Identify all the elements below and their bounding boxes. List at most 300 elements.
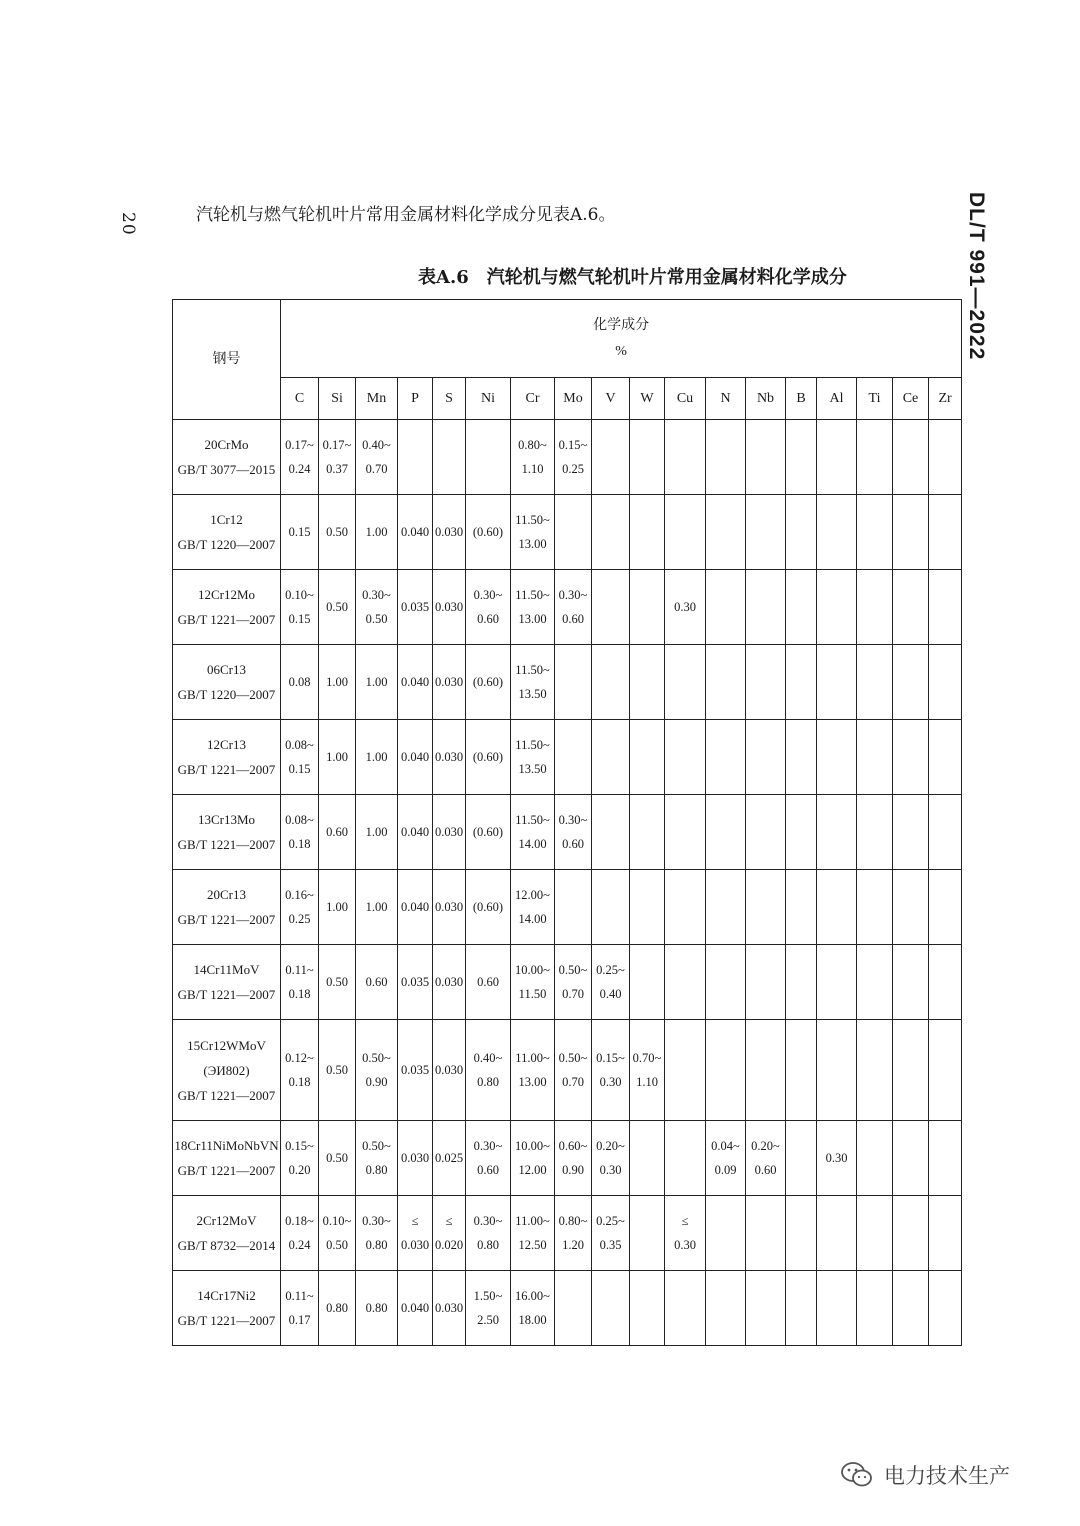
composition-cell: [706, 945, 746, 1020]
composition-value: 0.17: [288, 1313, 311, 1327]
composition-cell: [319, 570, 356, 645]
composition-cell: [592, 945, 630, 1020]
steel-grade-cell: [173, 1196, 281, 1271]
composition-value: 11.50: [518, 987, 547, 1001]
composition-cell: [511, 420, 555, 495]
composition-cell: [746, 1121, 786, 1196]
composition-cell: [929, 495, 962, 570]
composition-value: 0.18: [288, 837, 311, 851]
composition-cell: [319, 1020, 356, 1121]
composition-cell: [630, 945, 665, 1020]
composition-value: 0.60: [477, 1163, 499, 1177]
table-body: [173, 420, 962, 1346]
composition-cell: [630, 1196, 665, 1271]
steel-grade-line: GB/T 1221—2007: [177, 837, 276, 852]
composition-cell: [630, 1020, 665, 1121]
composition-value: 0.25: [562, 462, 584, 476]
composition-value: 18.00: [518, 1313, 547, 1327]
composition-value: 0.12~: [285, 1051, 314, 1065]
composition-value: 0.20~: [751, 1139, 780, 1153]
composition-cell: [356, 570, 398, 645]
composition-cell: [433, 945, 466, 1020]
composition-value: 0.15: [288, 612, 311, 626]
composition-value: 0.15: [288, 762, 311, 776]
element-header-row: [173, 378, 962, 420]
composition-value: 0.60: [562, 612, 584, 626]
composition-cell: [433, 495, 466, 570]
composition-cell: [281, 645, 319, 720]
composition-cell: [817, 870, 857, 945]
composition-value: 0.80: [477, 1238, 499, 1252]
composition-cell: [893, 420, 929, 495]
composition-value: 0.08~: [285, 813, 314, 827]
table-row: [173, 495, 962, 570]
composition-cell: [356, 420, 398, 495]
composition-cell: [746, 570, 786, 645]
composition-value: ≤: [445, 1214, 453, 1228]
composition-value: 13.00: [518, 537, 547, 551]
table-row: [173, 420, 962, 495]
composition-cell: [319, 420, 356, 495]
composition-table: [172, 299, 962, 1346]
composition-cell: [592, 720, 630, 795]
element-header: W: [630, 378, 665, 420]
composition-value: 1.10: [521, 462, 544, 476]
composition-cell: [817, 795, 857, 870]
page-number: 20: [118, 212, 138, 236]
composition-cell: [665, 795, 706, 870]
composition-cell: [929, 870, 962, 945]
composition-value: 0.25~: [596, 963, 625, 977]
composition-cell: [281, 1196, 319, 1271]
composition-value: 0.030: [400, 1238, 430, 1252]
composition-cell: [665, 1271, 706, 1346]
composition-cell: [665, 870, 706, 945]
composition-cell: [433, 1196, 466, 1271]
composition-cell: [511, 1271, 555, 1346]
composition-cell: [893, 795, 929, 870]
composition-cell: [817, 1020, 857, 1121]
element-header: Al: [817, 378, 857, 420]
composition-value: ≤: [681, 1214, 689, 1228]
composition-cell: [893, 720, 929, 795]
composition-value: 13.00: [518, 1075, 547, 1089]
composition-value: 12.00~: [515, 888, 550, 902]
composition-value: 0.09: [714, 1163, 737, 1177]
composition-value: 0.24: [288, 462, 311, 476]
composition-cell: [857, 645, 893, 720]
composition-cell: [433, 720, 466, 795]
composition-cell: [356, 795, 398, 870]
composition-cell: [929, 1020, 962, 1121]
composition-cell: [592, 1271, 630, 1346]
composition-cell: [786, 1271, 817, 1346]
composition-cell: [319, 720, 356, 795]
steel-grade-line: GB/T 1221—2007: [177, 1313, 276, 1328]
steel-grade-line: 14Cr11MoV: [193, 962, 260, 977]
document-code: DL/T 991—2022: [965, 192, 988, 361]
composition-cell: [746, 795, 786, 870]
composition-value: 0.50~: [362, 1139, 391, 1153]
composition-cell: [433, 645, 466, 720]
composition-cell: [857, 945, 893, 1020]
composition-value: 1.00: [365, 825, 388, 839]
composition-cell: [786, 1020, 817, 1121]
composition-cell: [706, 795, 746, 870]
composition-cell: [555, 1121, 592, 1196]
composition-cell: [592, 570, 630, 645]
composition-value: 0.60: [754, 1163, 777, 1177]
composition-cell: [665, 1196, 706, 1271]
composition-cell: [555, 495, 592, 570]
composition-cell: [786, 945, 817, 1020]
composition-cell: [466, 945, 511, 1020]
composition-cell: [893, 870, 929, 945]
composition-value: 0.30: [674, 600, 696, 614]
composition-cell: [398, 420, 433, 495]
composition-cell: [746, 495, 786, 570]
composition-cell: [786, 1196, 817, 1271]
composition-value: 0.30~: [558, 588, 588, 602]
composition-cell: [433, 1271, 466, 1346]
composition-cell: [817, 945, 857, 1020]
composition-value: 0.10~: [285, 588, 314, 602]
composition-value: 11.50~: [515, 663, 550, 677]
composition-cell: [356, 645, 398, 720]
watermark: [840, 1460, 1010, 1490]
element-header: Nb: [746, 378, 786, 420]
composition-value: 2.50: [477, 1313, 499, 1327]
composition-value: 0.90: [365, 1075, 388, 1089]
composition-value: 0.11~: [285, 963, 314, 977]
composition-value: (0.60): [472, 675, 504, 689]
composition-cell: [706, 1271, 746, 1346]
composition-value: 0.30~: [473, 588, 503, 602]
composition-cell: [511, 1020, 555, 1121]
table-row: [173, 645, 962, 720]
element-header: Ti: [857, 378, 893, 420]
composition-cell: [630, 1121, 665, 1196]
composition-value: 0.040: [400, 900, 430, 914]
chemical-composition-header: [281, 300, 962, 378]
composition-cell: [592, 870, 630, 945]
composition-cell: [893, 1121, 929, 1196]
composition-cell: [817, 1196, 857, 1271]
composition-value: 0.30: [599, 1075, 622, 1089]
watermark-text: 电力技术生产: [884, 1464, 1010, 1488]
composition-cell: [630, 495, 665, 570]
composition-cell: [857, 1121, 893, 1196]
table-row: [173, 795, 962, 870]
composition-cell: [356, 870, 398, 945]
composition-cell: [706, 720, 746, 795]
composition-cell: [857, 420, 893, 495]
composition-cell: [466, 1121, 511, 1196]
composition-cell: [786, 1121, 817, 1196]
composition-cell: [746, 645, 786, 720]
composition-cell: [706, 1020, 746, 1121]
composition-value: 0.35: [599, 1238, 622, 1252]
composition-value: 1.00: [365, 900, 388, 914]
composition-cell: [706, 870, 746, 945]
composition-value: 0.50: [326, 1238, 348, 1252]
composition-value: 0.50: [365, 612, 388, 626]
composition-cell: [817, 420, 857, 495]
composition-value: 11.50~: [515, 513, 550, 527]
composition-value: 0.30: [599, 1163, 622, 1177]
composition-value: 0.030: [434, 1063, 464, 1077]
composition-cell: [398, 570, 433, 645]
composition-value: 0.15~: [596, 1051, 625, 1065]
composition-value: (0.60): [472, 900, 504, 914]
composition-cell: [592, 1020, 630, 1121]
composition-value: 0.60: [365, 975, 388, 989]
composition-cell: [665, 720, 706, 795]
composition-cell: [356, 720, 398, 795]
composition-cell: [893, 1020, 929, 1121]
composition-value: 1.50~: [473, 1289, 503, 1303]
composition-value: 0.15~: [558, 438, 588, 452]
composition-cell: [746, 1020, 786, 1121]
composition-cell: [929, 795, 962, 870]
steel-grade-line: 06Cr13: [207, 662, 246, 677]
composition-value: 0.035: [400, 600, 430, 614]
composition-cell: [746, 1271, 786, 1346]
composition-cell: [786, 570, 817, 645]
element-header: Mn: [356, 378, 398, 420]
composition-value: 12.50: [518, 1238, 547, 1252]
composition-cell: [786, 870, 817, 945]
composition-cell: [630, 570, 665, 645]
composition-value: 0.70~: [632, 1051, 662, 1065]
composition-value: 0.030: [434, 525, 464, 539]
composition-cell: [398, 1271, 433, 1346]
steel-grade-cell: [173, 945, 281, 1020]
composition-cell: [630, 645, 665, 720]
composition-cell: [786, 645, 817, 720]
composition-cell: [398, 495, 433, 570]
composition-cell: [929, 720, 962, 795]
composition-value: 0.70: [562, 1075, 584, 1089]
composition-cell: [511, 570, 555, 645]
composition-value: 10.00~: [515, 963, 550, 977]
composition-value: 0.50: [326, 1151, 348, 1165]
table-row: [173, 1020, 962, 1121]
group-header-label: 化学成分: [593, 317, 650, 333]
composition-cell: [555, 645, 592, 720]
composition-cell: [665, 570, 706, 645]
composition-value: 0.30: [825, 1151, 848, 1165]
composition-value: 0.025: [434, 1151, 464, 1165]
steel-grade-line: 13Cr13Mo: [197, 812, 256, 827]
element-header: Cr: [511, 378, 555, 420]
composition-cell: [398, 720, 433, 795]
element-header: Si: [319, 378, 356, 420]
steel-grade-line: 15Cr12WMoV: [187, 1037, 266, 1053]
steel-grade-line: (ЭИ802): [203, 1062, 250, 1078]
composition-value: (0.60): [472, 525, 504, 539]
composition-value: ≤: [411, 1214, 419, 1228]
steel-grade-cell: [173, 570, 281, 645]
steel-grade-cell: [173, 1271, 281, 1346]
composition-value: 0.08: [288, 675, 311, 689]
composition-value: 0.25: [288, 912, 311, 926]
composition-cell: [511, 1121, 555, 1196]
composition-cell: [929, 1121, 962, 1196]
composition-value: 0.030: [434, 975, 464, 989]
composition-value: 0.030: [434, 750, 464, 764]
element-header: P: [398, 378, 433, 420]
composition-cell: [665, 645, 706, 720]
composition-value: 0.040: [400, 675, 430, 689]
steel-grade-header: 钢号: [173, 300, 281, 420]
composition-value: 0.90: [562, 1163, 584, 1177]
composition-value: 0.030: [400, 1151, 430, 1165]
composition-cell: [857, 1020, 893, 1121]
composition-cell: [592, 1121, 630, 1196]
composition-cell: [786, 420, 817, 495]
element-header: C: [281, 378, 319, 420]
steel-grade-line: GB/T 1221—2007: [177, 987, 276, 1002]
element-header: Cu: [665, 378, 706, 420]
composition-value: 1.00: [326, 675, 348, 689]
composition-cell: [319, 495, 356, 570]
composition-value: 1.00: [365, 525, 388, 539]
composition-cell: [555, 1020, 592, 1121]
steel-grade-line: GB/T 1220—2007: [177, 537, 276, 552]
composition-cell: [555, 1196, 592, 1271]
composition-cell: [665, 1121, 706, 1196]
composition-cell: [893, 1271, 929, 1346]
table-row: [173, 870, 962, 945]
composition-cell: [398, 645, 433, 720]
composition-cell: [319, 1271, 356, 1346]
composition-value: 0.18~: [285, 1214, 314, 1228]
composition-value: 0.60~: [558, 1139, 588, 1153]
composition-value: 0.80~: [558, 1214, 588, 1228]
composition-value: 0.80~: [518, 438, 547, 452]
composition-value: 0.60: [477, 975, 499, 989]
composition-value: 0.040: [400, 525, 430, 539]
composition-cell: [356, 945, 398, 1020]
composition-value: 0.37: [326, 462, 348, 476]
composition-cell: [817, 1121, 857, 1196]
composition-cell: [746, 420, 786, 495]
composition-value: 0.50: [326, 600, 348, 614]
steel-grade-cell: [173, 495, 281, 570]
composition-value: 0.30~: [362, 588, 391, 602]
table-row: [173, 1271, 962, 1346]
composition-value: 0.17~: [322, 438, 352, 452]
composition-cell: [746, 945, 786, 1020]
element-header: Ni: [466, 378, 511, 420]
composition-cell: [319, 945, 356, 1020]
composition-cell: [555, 870, 592, 945]
composition-value: 13.50: [518, 687, 547, 701]
composition-cell: [319, 870, 356, 945]
composition-cell: [511, 870, 555, 945]
composition-value: 16.00~: [515, 1289, 550, 1303]
composition-cell: [398, 1020, 433, 1121]
composition-cell: [817, 570, 857, 645]
composition-value: 0.035: [400, 975, 430, 989]
composition-cell: [281, 1271, 319, 1346]
composition-value: 0.50~: [558, 1051, 588, 1065]
composition-value: 0.20~: [596, 1139, 625, 1153]
composition-value: 0.60: [562, 837, 584, 851]
composition-cell: [555, 1271, 592, 1346]
composition-cell: [466, 1020, 511, 1121]
composition-value: 0.040: [400, 825, 430, 839]
composition-value: 0.15~: [285, 1139, 314, 1153]
composition-cell: [786, 720, 817, 795]
composition-value: 12.00: [518, 1163, 547, 1177]
composition-value: 1.10: [636, 1075, 658, 1089]
composition-cell: [433, 570, 466, 645]
composition-cell: [857, 495, 893, 570]
composition-cell: [592, 1196, 630, 1271]
composition-value: 0.04~: [711, 1139, 740, 1153]
steel-grade-line: GB/T 1221—2007: [177, 762, 276, 777]
composition-cell: [398, 795, 433, 870]
composition-cell: [630, 720, 665, 795]
steel-grade-cell: [173, 795, 281, 870]
composition-cell: [857, 795, 893, 870]
composition-cell: [786, 495, 817, 570]
composition-value: 0.030: [434, 825, 464, 839]
composition-cell: [511, 645, 555, 720]
composition-cell: [466, 570, 511, 645]
element-header: Zr: [929, 378, 962, 420]
composition-cell: [555, 420, 592, 495]
composition-cell: [929, 645, 962, 720]
composition-value: 0.040: [400, 750, 430, 764]
composition-value: 0.80: [365, 1163, 388, 1177]
composition-value: 14.00: [518, 912, 547, 926]
composition-cell: [356, 1121, 398, 1196]
composition-value: 11.50~: [515, 813, 550, 827]
composition-cell: [466, 495, 511, 570]
composition-value: 0.50: [326, 525, 348, 539]
composition-cell: [281, 1020, 319, 1121]
steel-grade-cell: [173, 645, 281, 720]
composition-value: 0.15: [288, 525, 311, 539]
steel-grade-line: GB/T 1221—2007: [177, 1087, 276, 1103]
composition-cell: [281, 1121, 319, 1196]
composition-value: 0.18: [288, 987, 311, 1001]
composition-cell: [893, 570, 929, 645]
composition-cell: [319, 795, 356, 870]
composition-value: 0.70: [562, 987, 584, 1001]
steel-grade-line: GB/T 1220—2007: [177, 687, 276, 702]
element-header: V: [592, 378, 630, 420]
composition-value: 1.00: [326, 900, 348, 914]
composition-cell: [356, 1196, 398, 1271]
composition-cell: [630, 420, 665, 495]
composition-cell: [466, 795, 511, 870]
composition-cell: [592, 495, 630, 570]
composition-cell: [466, 870, 511, 945]
composition-value: 0.50~: [558, 963, 588, 977]
composition-value: 0.030: [434, 675, 464, 689]
composition-value: 0.60: [477, 612, 499, 626]
composition-value: 1.00: [365, 675, 388, 689]
composition-cell: [466, 1196, 511, 1271]
composition-value: 0.16~: [285, 888, 314, 902]
composition-cell: [929, 1196, 962, 1271]
composition-cell: [929, 1271, 962, 1346]
composition-cell: [893, 945, 929, 1020]
